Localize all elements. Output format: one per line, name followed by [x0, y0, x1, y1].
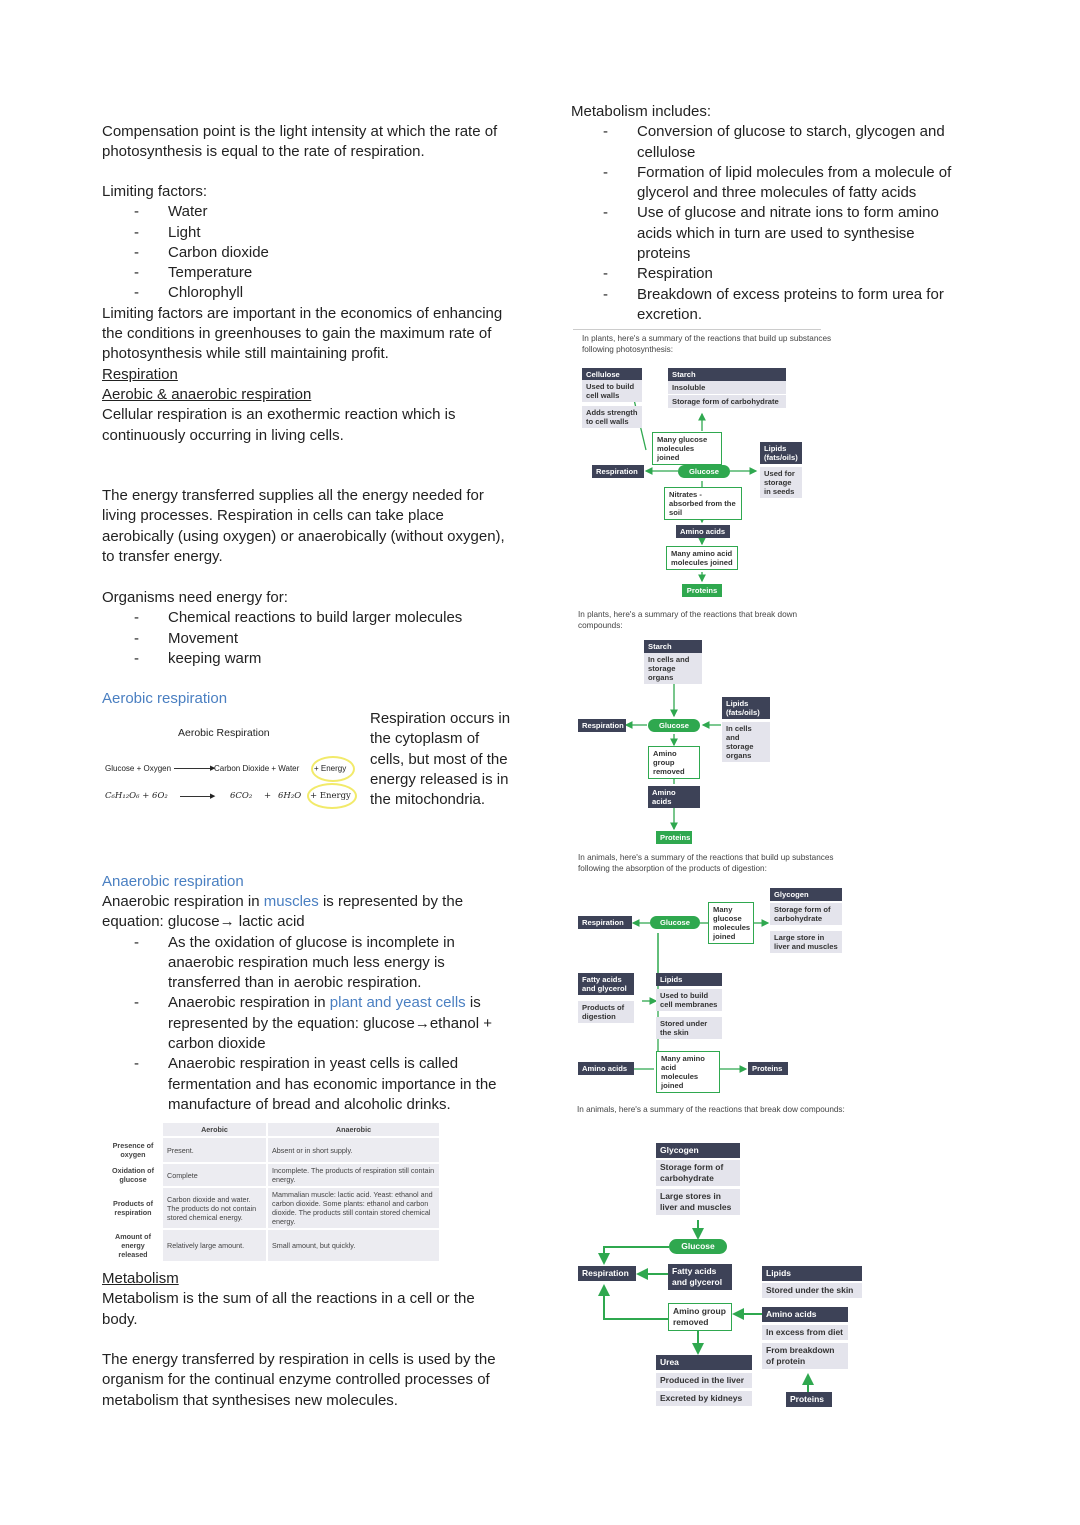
list-item: - Anaerobic respiration in yeast cells is called fermentation and has economic importance in the manufacture of bread and alcoholic drinks. [102, 1054, 512, 1115]
symbol-energy: + Energy [310, 791, 351, 801]
table-row [104, 1137, 440, 1163]
list-item: - Use of glucose and nitrate ions to form amino acids which in turn are used to synthesise proteins [571, 203, 971, 264]
table-cell: Complete [162, 1163, 267, 1187]
muscles-highlight: muscles [263, 893, 319, 910]
metabolism-includes-list [571, 122, 971, 325]
urea-note: Excreted by kidneys [656, 1391, 752, 1406]
list-item: - Chlorophyll [102, 283, 512, 303]
symbol-plus: + [264, 791, 272, 801]
diagram-caption: In animals, here's a summary of the reactions that break dow compounds: [577, 1105, 845, 1114]
arrow-head-icon: ▶ [210, 793, 216, 800]
table-cell: Present. [162, 1137, 267, 1163]
list-item: - Water [102, 202, 512, 222]
many-glucose-box: Many glucose molecules joined [708, 902, 754, 944]
word-reactants: Glucose + Oxygen [105, 764, 172, 773]
metabolism-section [102, 1269, 512, 1330]
table-header-row [104, 1122, 440, 1137]
list-item: - Temperature [102, 263, 512, 283]
glycogen-box: Glycogen [770, 888, 842, 901]
anaerobic-intro: Anaerobic respiration in muscles is represented by the equation: glucose→ lactic acid [102, 893, 464, 931]
table-cell: Presence of oxygen [104, 1137, 162, 1163]
symbol-co2: 6CO₂ [230, 791, 253, 801]
amino-acids-box: Amino acids [578, 1062, 634, 1075]
metabolism-includes-section [571, 102, 971, 325]
fatty-acids-note: Products of digestion [578, 1001, 634, 1023]
diagram-caption: In plants, here's a summary of the reactions that build up substances following photosynthesis: [582, 334, 832, 354]
urea-note: Produced in the liver [656, 1373, 752, 1388]
lipids-box: Lipids (fats/oils) [722, 697, 770, 719]
list-item: - Movement [102, 629, 512, 649]
amino-acids-note: From breakdown of protein [762, 1343, 848, 1369]
aerobic-side-note: Respiration occurs in the cytoplasm of cells, but most of the energy released is in the mitochondria. [370, 710, 511, 809]
fatty-acids-box: Fatty acids and glycerol [668, 1264, 732, 1290]
metabolism-heading: Metabolism [102, 1270, 179, 1287]
organisms-section [102, 588, 512, 669]
many-amino-box: Many amino acid molecules joined [656, 1051, 720, 1093]
cellular-respiration-paragraph: Cellular respiration is an exothermic reaction which is continuously occurring in living cells. [102, 406, 456, 444]
respiration-box: Respiration [578, 719, 626, 732]
list-item: - Respiration [571, 264, 971, 284]
glucose-box: Glucose [648, 719, 700, 732]
table-cell: Oxidation of glucose [104, 1163, 162, 1187]
symbol-water: 6H₂O [278, 791, 302, 801]
limiting-factors-title: Limiting factors: [102, 183, 208, 200]
cellulose-box: Cellulose [582, 368, 642, 381]
compensation-paragraph: Compensation point is the light intensity at which the rate of photosynthesis is equal to the rate of respiration. [102, 123, 498, 161]
list-item: - As the oxidation of glucose is incomplete in anaerobic respiration much less energy is transferred than in aerobic respiration. [102, 933, 512, 994]
arrow-head-icon: ▶ [210, 765, 216, 772]
glycogen-note: Storage form of carbohydrate [656, 1160, 740, 1186]
lipids-box: Lipids [656, 973, 722, 986]
nitrates-box: Nitrates - absorbed from the soil [664, 487, 742, 520]
glucose-box: Glucose [678, 465, 730, 478]
table-row [104, 1229, 440, 1262]
lipids-note: Stored under the skin [656, 1017, 722, 1039]
plant-buildup-diagram [576, 332, 836, 602]
anaerobic-section [102, 892, 512, 1115]
aerobic-anaerobic-heading: Aerobic & anaerobic respiration [102, 385, 312, 403]
table-cell: Carbon dioxide and water. The products do not contain stored chemical energy. [162, 1187, 267, 1229]
starch-note: In cells and storage organs [644, 653, 702, 684]
table-cell: Relatively large amount. [162, 1229, 267, 1262]
lipids-note: Used to build cell membranes [656, 989, 722, 1011]
symbol-reactants: C₆H₁₂O₆ + 6O₂ [105, 791, 168, 801]
amino-acids-box: Amino acids [676, 525, 730, 538]
amino-acids-box: Amino acids [648, 786, 700, 808]
table-cell: Absent or in short supply. [267, 1137, 440, 1163]
word-energy: + Energy [314, 764, 347, 773]
table-cell: Products of respiration [104, 1187, 162, 1229]
table-header: Aerobic [162, 1122, 267, 1137]
divider [573, 329, 821, 330]
proteins-box: Proteins [656, 831, 692, 844]
diagram-caption: In animals, here's a summary of the reactions that build up substances following the absorption of the products of digestion: [578, 853, 834, 873]
animal-buildup-diagram [576, 851, 866, 1091]
starch-box: Starch [668, 368, 786, 381]
table-row [104, 1187, 440, 1229]
respiration-heading: Respiration [102, 365, 178, 383]
table-cell: Small amount, but quickly. [267, 1229, 440, 1262]
many-glucose-box: Many glucose molecules joined [652, 432, 722, 465]
many-amino-box: Many amino acid molecules joined [666, 546, 738, 570]
metabolism-paragraph: The energy transferred by respiration in cells is used by the organism for the continual enzyme controlled processes of metabolism that synthesises new molecules. [102, 1351, 496, 1409]
lipids-note: Stored under the skin [762, 1283, 862, 1298]
limiting-factors-list [102, 202, 512, 303]
limiting-factors-section [102, 182, 512, 446]
list-item: - Light [102, 223, 512, 243]
plant-yeast-highlight: plant and yeast cells [329, 994, 466, 1012]
lipids-box: Lipids [762, 1266, 862, 1281]
cellulose-note: Adds strength to cell walls [582, 406, 642, 428]
arrow-line [174, 768, 212, 769]
amino-group-removed-box: Amino group removed [648, 746, 700, 779]
list-item: - Carbon dioxide [102, 243, 512, 263]
aerobic-respiration-heading: Aerobic respiration [102, 690, 228, 707]
table-header [104, 1122, 162, 1137]
glycogen-note: Large stores in liver and muscles [656, 1189, 740, 1215]
table-cell: Amount of energy released [104, 1229, 162, 1262]
limiting-factors-paragraph: Limiting factors are important in the economics of enhancing the conditions in greenhouses to gain the maximum rate of photosynthesis while still maintaining profit. [102, 304, 503, 363]
metabolism-includes-title: Metabolism includes: [571, 103, 712, 120]
starch-note: Insoluble [668, 381, 786, 394]
fatty-acids-box: Fatty acids and glycerol [578, 973, 634, 995]
glycogen-box: Glycogen [656, 1143, 740, 1158]
word-products: Carbon Dioxide + Water [214, 764, 300, 773]
table-cell: Incomplete. The products of respiration still contain energy. [267, 1163, 440, 1187]
lipids-note: Used for storage in seeds [760, 467, 802, 498]
arrow-line [180, 796, 212, 797]
glycogen-note: Storage form of carbohydrate [770, 903, 842, 925]
glucose-box: Glucose [669, 1239, 727, 1254]
glycogen-note: Large store in liver and muscles [770, 931, 842, 953]
starch-note: Storage form of carbohydrate [668, 395, 786, 408]
amino-acids-note: In excess from diet [762, 1325, 848, 1340]
table-cell: Mammalian muscle: lactic acid. Yeast: ethanol and carbon dioxide. Some plants: ethanol and carbon dioxide. The products still contain stored chemical energy. [267, 1187, 440, 1229]
organisms-title: Organisms need energy for: [102, 589, 288, 606]
energy-paragraph: The energy transferred supplies all the energy needed for living processes. Respiration in cells can take place aerobically (using oxygen) or anaerobically (without oxygen), to transfer energy. [102, 487, 505, 565]
proteins-box: Proteins [786, 1392, 832, 1407]
respiration-box: Respiration [578, 916, 632, 929]
anaerobic-respiration-heading: Anaerobic respiration [102, 873, 244, 890]
list-item: - Conversion of glucose to starch, glycogen and cellulose [571, 122, 971, 163]
list-item: - keeping warm [102, 649, 512, 669]
aerobic-anaerobic-table [103, 1121, 441, 1263]
respiration-box: Respiration [592, 465, 644, 478]
anaerobic-list [102, 933, 512, 1116]
starch-box: Starch [644, 640, 702, 653]
table-row [104, 1163, 440, 1187]
glucose-box: Glucose [650, 916, 700, 929]
lipids-note: In cells and storage organs [722, 722, 770, 762]
metabolism-definition: Metabolism is the sum of all the reactions in a cell or the body. [102, 1290, 475, 1328]
list-item: - Chemical reactions to build larger molecules [102, 608, 512, 628]
proteins-box: Proteins [682, 584, 722, 597]
amino-acids-box: Amino acids [762, 1307, 848, 1322]
proteins-box: Proteins [748, 1062, 788, 1075]
cellulose-note: Used to build cell walls [582, 380, 642, 402]
list-item: - Anaerobic respiration in plant and yeast cells is represented by the equation: glucose→ethanol + carbon dioxide [102, 993, 512, 1054]
diagram-caption: In plants, here's a summary of the reactions that break down compounds: [578, 610, 798, 630]
list-item: - Breakdown of excess proteins to form urea for excretion. [571, 285, 971, 326]
list-item: - Formation of lipid molecules from a molecule of glycerol and three molecules of fatty acids [571, 163, 971, 204]
plant-breakdown-diagram [576, 608, 836, 848]
lipids-box: Lipids (fats/oils) [760, 442, 802, 464]
organisms-list [102, 608, 512, 669]
aerobic-equation-diagram [100, 720, 362, 820]
aerobic-diagram-title: Aerobic Respiration [178, 727, 270, 739]
urea-box: Urea [656, 1355, 752, 1370]
diagram-connectors [576, 851, 866, 1091]
amino-group-removed-box: Amino group removed [668, 1303, 732, 1331]
animal-breakdown-diagram [576, 1103, 868, 1411]
respiration-box: Respiration [578, 1266, 636, 1281]
table-header: Anaerobic [267, 1122, 440, 1137]
